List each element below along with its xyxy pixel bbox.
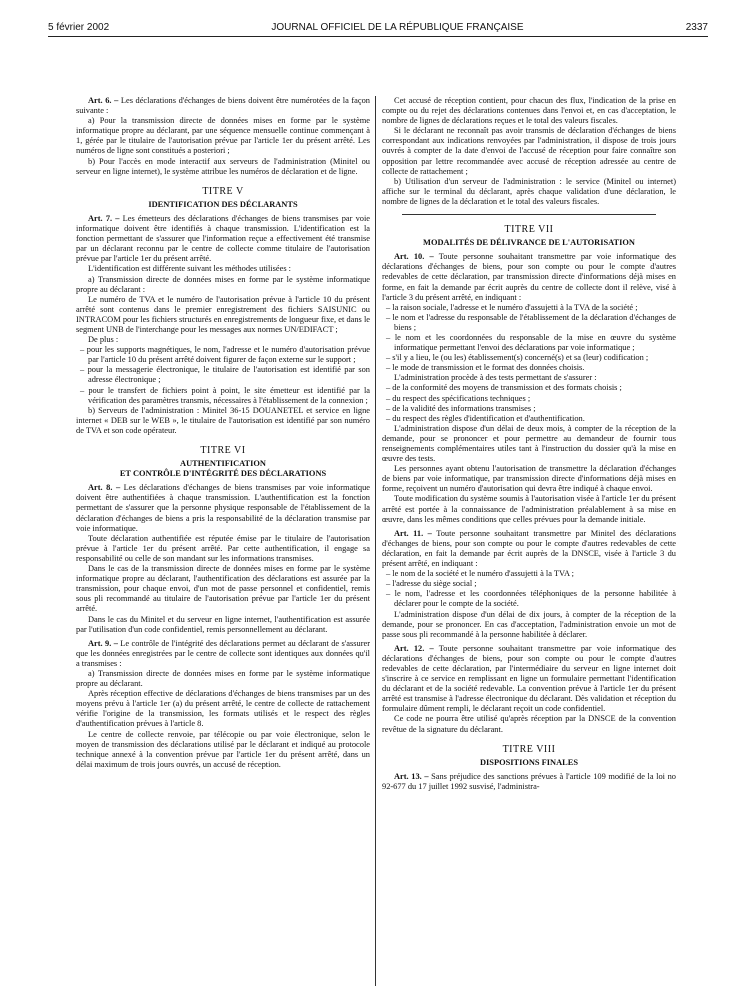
article-8-paragraph: Dans le cas du Minitel et du serveur en ligne internet, l'authentification est assurée par l'utilisation d'un code confidentiel, remis personnellement au déclarant. xyxy=(76,614,370,634)
titre-6-heading: TITRE VI xyxy=(200,445,246,456)
article-7-dash-item: – pour le transfert de fichiers point à point, le site émetteur est identifié par la vérification des paramètres transmis, nécessaires à l'établissement de la connexion ; xyxy=(80,385,370,405)
article-10-test-item: – du respect des spécifications techniques ; xyxy=(386,393,531,403)
header-date: 5 février 2002 xyxy=(48,21,110,33)
article-8-paragraph: Dans le cas de la transmission directe de données mises en forme par le système informatique propre au déclarant, l'authentification des déclarations est assurée par la transmission, pour chaque envoi, d'un mot de passe personnel et confidentiel, remis sous pli recommandé au titulaire de l'autorisation prévue par l'article 1er du présent arrêté. xyxy=(76,564,370,614)
article-11-dash-item: – le nom, l'adresse et les coordonnées téléphoniques de la personne habilitée à déclarer pour le compte de la société. xyxy=(386,589,676,609)
article-8 xyxy=(76,483,370,533)
right-column xyxy=(382,96,676,984)
titre-5-heading: TITRE V xyxy=(202,185,244,197)
header-rule xyxy=(48,36,708,37)
article-6-item-b: b) Pour l'accès en mode interactif aux serveurs de l'administration (Minitel ou serveur en ligne internet), le système attribue les numéros de déclaration et de ligne. xyxy=(76,156,370,176)
titre-6-subheading: ET CONTRÔLE D'INTÉGRITÉ DES DÉCLARATIONS xyxy=(119,469,327,479)
article-9-paragraph: Le centre de collecte renvoie, par télécopie ou par voie électronique, selon le moyen de transmission des déclarations utilisé par le déclarant et indiqué au protocole technique annexé à la convention prévue par l'article 1er du présent arrêté, dans un délai maximum de trois jours ouvrés, un accusé de réception. xyxy=(76,729,370,769)
article-10 xyxy=(382,252,676,302)
article-9-continued: Cet accusé de réception contient, pour chacun des flux, l'indication de la prise en compte ou du rejet des déclarations contenues dans l'envoi et, en cas d'acceptation, le nombre de lignes de déclarations reçues et le total des valeurs fiscales. xyxy=(382,96,676,126)
article-10-dash-item: – s'il y a lieu, le (ou les) établissement(s) concerné(s) et sa (leur) codification ; xyxy=(386,353,649,363)
article-10-dash-item: – la raison sociale, l'adresse et le numéro d'assujetti à la TVA de la société ; xyxy=(386,302,638,312)
article-7-dash-item: – pour les supports magnétiques, le nom, l'adresse et le numéro d'autorisation prévue par l'article 10 du présent arrêté doivent figurer de façon externe sur le support ; xyxy=(80,345,370,365)
article-6-item-a: a) Pour la transmission directe de données mises en forme par le système informatique propre au déclarant, par une séquence mensuelle continue commençant à 1, gérée par le titulaire de l'autorisation prévue par l'article 1er du présent arrêté. Les numéros de ligne sont constitués a posteriori ; xyxy=(76,116,370,156)
article-7-item-b: b) Serveurs de l'administration : Minitel 36-15 DOUANETEL et service en ligne internet « DEB sur le WEB », le titulaire de l'autorisation est identifié par son numéro de TVA et son code opérateur. xyxy=(76,405,370,435)
article-9-text: Le contrôle de l'intégrité des déclarations permet au déclarant de s'assurer que les données enregistrées par le centre de collecte sont identiques aux données qu'il a transmises : xyxy=(76,638,370,668)
article-6 xyxy=(76,96,370,116)
article-11-dash-item: – le nom de la société et le numéro d'assujetti à la TVA ; xyxy=(386,569,574,579)
section-rule xyxy=(402,214,656,215)
article-9-item-a: a) Transmission directe de données mises en forme par le système informatique propre au déclarant. xyxy=(76,668,370,689)
titre-7-subheading: MODALITÉS DE DÉLIVRANCE DE L'AUTORISATION xyxy=(423,238,635,248)
article-10-paragraph: L'administration dispose d'un délai de deux mois, à compter de la réception de la demande, pour se prononcer et pour permettre au demandeur de fournir tous renseignements complémentaires utiles tant à l'instruction du dossier qu'à la mise en œuvre des tests. xyxy=(382,423,676,464)
article-12-paragraph: Ce code ne pourra être utilisé qu'après réception par la DNSCE de la convention revêtue de la signature du déclarant. xyxy=(382,714,676,734)
article-9 xyxy=(76,639,370,669)
article-13-label: Art. 13. – xyxy=(394,771,429,781)
article-10-dash-item: – le nom et l'adresse du responsable de l'établissement de la déclaration d'échanges de biens ; xyxy=(386,312,676,332)
article-10-text: Toute personne souhaitant transmettre par voie informatique des déclarations d'échanges de biens, pour son compte ou pour le compte d'autres redevables de cette déclaration, par transmission directe d'informations déjà mises en forme, en fait la demande par écrit auprès du centre de collecte dont il relève, visé à l'article 3 du présent arrêté, en indiquant : xyxy=(382,252,676,302)
article-12-label: Art. 12. – xyxy=(394,643,434,653)
article-10-test-item: – du respect des règles d'identification et d'authentification. xyxy=(386,413,585,423)
article-12 xyxy=(382,644,676,715)
titre-8-heading: TITRE VIII xyxy=(502,743,556,755)
article-7-de-plus: De plus : xyxy=(88,335,119,345)
article-8-label: Art. 8. – xyxy=(88,483,121,493)
titre-7-heading: TITRE VII xyxy=(504,224,554,236)
left-column xyxy=(76,96,370,984)
article-11-dash-item: – l'adresse du siège social ; xyxy=(386,579,477,589)
article-7-paragraph: Le numéro de TVA et le numéro de l'autorisation prévue à l'article 10 du présent arrêté sont contenus dans le premier enregistrement des fichiers SAISUNIC ou INTRACOM pour les fichiers structurés en enregistrements de longueur fixe, et dans le segment UNB de l'interchange pour les messages aux normes UN/EDIFACT ; xyxy=(76,294,370,334)
article-9-paragraph: Si le déclarant ne reconnaît pas avoir transmis de déclaration d'échanges de biens correspondant aux indications renvoyées par l'administration, il dispose de trois jours ouvrés à compter de la date d'envoi de l'accusé de réception pour faire connaître son opposition par lettre recommandée avec accusé de réception adressée au centre de collecte de rattachement ; xyxy=(382,126,676,176)
article-13-text: Sans préjudice des sanctions prévues à l'article 109 modifié de la loi no 92-677 du 17 juillet 1992 susvisé, l'administra- xyxy=(382,771,676,791)
article-10-test-item: – de la conformité des moyens de transmission et des formats choisis ; xyxy=(386,383,622,393)
titre-8-subheading: DISPOSITIONS FINALES xyxy=(480,757,578,767)
article-9-label: Art. 9. – xyxy=(88,638,118,648)
article-11-text: Toute personne souhaitant transmettre par Minitel des déclarations d'échanges de biens, pour son compte ou pour le compte d'autres redevables de cette déclaration, en fait la demande par écrit auprès de la DNSCE, visée à l'article 3 du présent arrêté, en indiquant : xyxy=(382,528,676,569)
article-10-paragraph: Les personnes ayant obtenu l'autorisation de transmettre la déclaration d'échanges de biens par voie informatique, par transmission directe d'informations déjà mises en forme, reçoivent un numéro d'autorisation qui devra être indiqué à chaque envoi. xyxy=(382,464,676,494)
article-13 xyxy=(382,772,676,792)
article-10-label: Art. 10. – xyxy=(394,252,434,262)
article-9-item-b: b) Utilisation d'un serveur de l'administration : le service (Minitel ou internet) affiche sur le terminal du déclarant, après chaque validation d'une déclaration, le nombre de lignes de la déclaration et le total des valeurs fiscales. xyxy=(382,176,676,206)
article-8-text: Les déclarations d'échanges de biens transmises par voie informatique doivent être authentifiées à chaque transmission. L'authentification est la fonction permettant de s'assurer que la personne physique responsable de l'établissement de la déclaration d'échanges de biens a pris la responsabilité de la déclaration transmise par voie informatique. xyxy=(76,483,370,533)
article-11-label: Art. 11. – xyxy=(394,528,432,538)
header-page-number: 2337 xyxy=(685,21,708,33)
article-7-paragraph: L'identification est différente suivant les méthodes utilisées : xyxy=(88,264,291,274)
article-7-item-a: a) Transmission directe de données mises en forme par le système informatique propre au déclarant : xyxy=(76,274,370,294)
titre-5-subheading: IDENTIFICATION DES DÉCLARANTS xyxy=(148,199,298,209)
article-11 xyxy=(382,529,676,569)
header-title: JOURNAL OFFICIEL DE LA RÉPUBLIQUE FRANÇAISE xyxy=(271,21,524,33)
article-9-paragraph: Après réception effective de déclarations d'échanges de biens transmises par un des moyens prévu à l'article 1er (a) du présent arrêté, le centre de collecte de rattachement vérifie l'origine de la transmission, les formats utilisés et le respect des règles d'authentification prévues à l'article 8. xyxy=(76,689,370,729)
article-12-text: Toute personne souhaitant transmettre par voie informatique des déclarations d'échanges de biens, pour son compte ou pour le compte d'autres redevables de cette déclaration, par l'intermédiaire du serveur en ligne internet doit s'inscrire à ce service en remplissant en ligne un formulaire permettant l'identification du déclarant et de la société redevable. La convention prévue à l'article 1er du présent arrêté est transmise à l'adresse électronique du déclarant. Dès validation et réception du formulaire dûment rempli, le déclarant reçoit un code confidentiel. xyxy=(382,643,676,714)
article-10-dash-item: – le nom et les coordonnées du responsable de la mise en œuvre du système informatique permettant l'envoi des déclarations par voie informatique ; xyxy=(386,332,676,353)
article-10-test-item: – de la validité des informations transmises ; xyxy=(386,403,536,413)
article-11-paragraph: L'administration dispose d'un délai de dix jours, à compter de la réception de la demande, pour se prononcer. En cas d'acceptation, l'administration envoie un mot de passe sous pli recommandé à la personne habilitée à déclarer. xyxy=(382,609,676,639)
article-10-paragraph: L'administration procède à des tests permettant de s'assurer : xyxy=(394,373,597,383)
article-7-label: Art. 7. – xyxy=(88,213,120,223)
article-8-paragraph: Toute déclaration authentifiée est réputée émise par le titulaire de l'autorisation prévue à l'article 1er du présent arrêté. Par cette authentification, il engage sa responsabilité ou celle de son mandant sur les informations transmises. xyxy=(76,533,370,563)
article-7 xyxy=(76,214,370,264)
titre-6-subheading: AUTHENTIFICATION xyxy=(180,459,266,469)
article-10-paragraph: Toute modification du système soumis à l'autorisation visée à l'article 1er du présent arrêté est portée à la connaissance de l'administration préalablement à sa mise en œuvre, dans les mêmes conditions que celles prévues pour la demande initiale. xyxy=(382,494,676,524)
column-divider xyxy=(375,96,376,986)
article-10-dash-item: – le mode de transmission et le format des données choisis. xyxy=(386,363,585,373)
article-7-dash-item: – pour la messagerie électronique, le titulaire de l'autorisation est identifié par son adresse électronique ; xyxy=(80,365,370,385)
article-6-label: Art. 6. – xyxy=(88,96,119,105)
page-header xyxy=(48,20,708,34)
article-6-text: Les déclarations d'échanges de biens doivent être numérotées de la façon suivante : xyxy=(76,96,370,116)
article-7-text: Les émetteurs des déclarations d'échanges de biens transmises par voie informatique doivent être identifiés à chaque transmission. L'identification est la fonction permettant de s'assurer que l'information reçue a effectivement été transmise par un déclarant reconnu par le centre de collecte comme titulaire de l'autorisation prévue par l'article 1er du présent arrêté. xyxy=(76,213,370,264)
